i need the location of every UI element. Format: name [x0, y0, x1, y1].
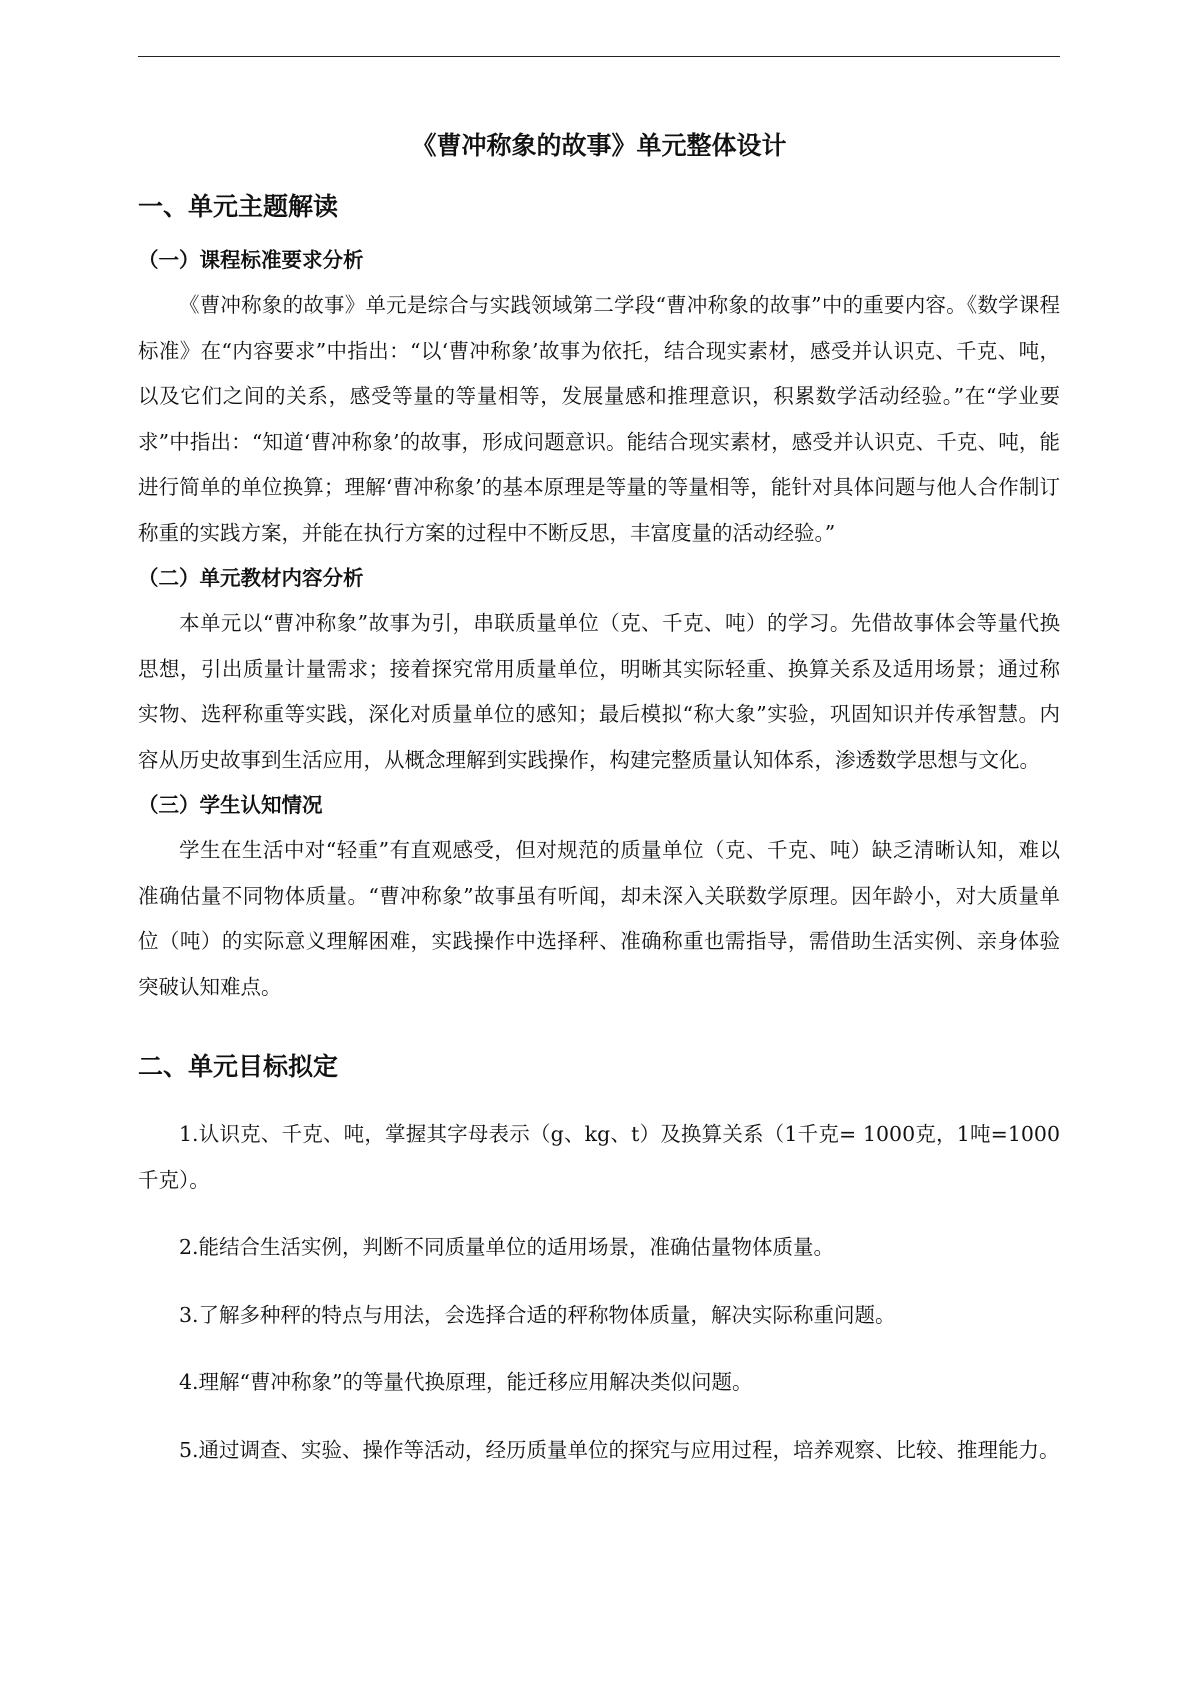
goal-list [138, 1112, 1060, 1473]
document-body [138, 120, 1060, 1495]
header-rule [138, 56, 1060, 57]
goal-item: 1.认识克、千克、吨，掌握其字母表示（g、kg、t）及换算关系（1千克= 1000克，1吨=1000千克）。 [138, 1122, 1060, 1192]
section-heading-unit-goals: 二、单元目标拟定 [138, 1052, 339, 1081]
goal-item: 2.能结合生活实例，判断不同质量单位的适用场景，准确估量物体质量。 [179, 1235, 835, 1259]
goal-item: 5.通过调查、实验、操作等活动，经历质量单位的探究与应用过程，培养观察、比较、推理能力。 [179, 1437, 1060, 1462]
subsection-heading-student-cognition: （三）学生认知情况 [138, 793, 323, 817]
subsection-heading-curriculum-standard: （一）课程标准要求分析 [138, 248, 364, 272]
goal-item: 4.理解“曹冲称象”的等量代换原理，能迁移应用解决类似问题。 [179, 1370, 753, 1394]
paragraph-curriculum-standard: 《曹冲称象的故事》单元是综合与实践领域第二学段“曹冲称象的故事”中的重要内容。《数学课程标准》在“内容要求”中指出：“以‘曹冲称象’故事为依托，结合现实素材，感受并认识克、千克、吨，以及它们之间的关系，感受等量的等量相等，发展量感和推理意识，积累数学活动经验。”在“学业要求”中指出：“知道‘曹冲称象’的故事，形成问题意识。能结合现实素材，感受并认识克、千克、吨，能进行简单的单位换算；理解‘曹冲称象’的基本原理是等量的等量相等，能针对具体问题与他人合作制订称重的实践方案，并能在执行方案的过程中不断反思，丰富度量的活动经验。” [138, 293, 1060, 545]
section-heading-unit-theme: 一、单元主题解读 [138, 192, 339, 221]
subsection-heading-textbook-content: （二）单元教材内容分析 [138, 566, 364, 590]
paragraph-student-cognition: 学生在生活中对“轻重”有直观感受，但对规范的质量单位（克、千克、吨）缺乏清晰认知，难以准确估量不同物体质量。“曹冲称象”故事虽有听闻，却未深入关联数学原理。因年龄小，对大质量单位（吨）的实际意义理解困难，实践操作中选择秤、准确称重也需指导，需借助生活实例、亲身体验突破认知难点。 [138, 838, 1060, 999]
document-title: 《曹冲称象的故事》单元整体设计 [411, 131, 787, 160]
paragraph-textbook-content: 本单元以“曹冲称象”故事为引，串联质量单位（克、千克、吨）的学习。先借故事体会等量代换思想，引出质量计量需求；接着探究常用质量单位，明晰其实际轻重、换算关系及适用场景；通过称实物、选秤称重等实践，深化对质量单位的感知；最后模拟“称大象”实验，巩固知识并传承智慧。内容从历史故事到生活应用，从概念理解到实践操作，构建完整质量认知体系，渗透数学思想与文化。 [138, 611, 1060, 772]
goal-item: 3.了解多种秤的特点与用法，会选择合适的秤称物体质量，解决实际称重问题。 [179, 1302, 896, 1327]
